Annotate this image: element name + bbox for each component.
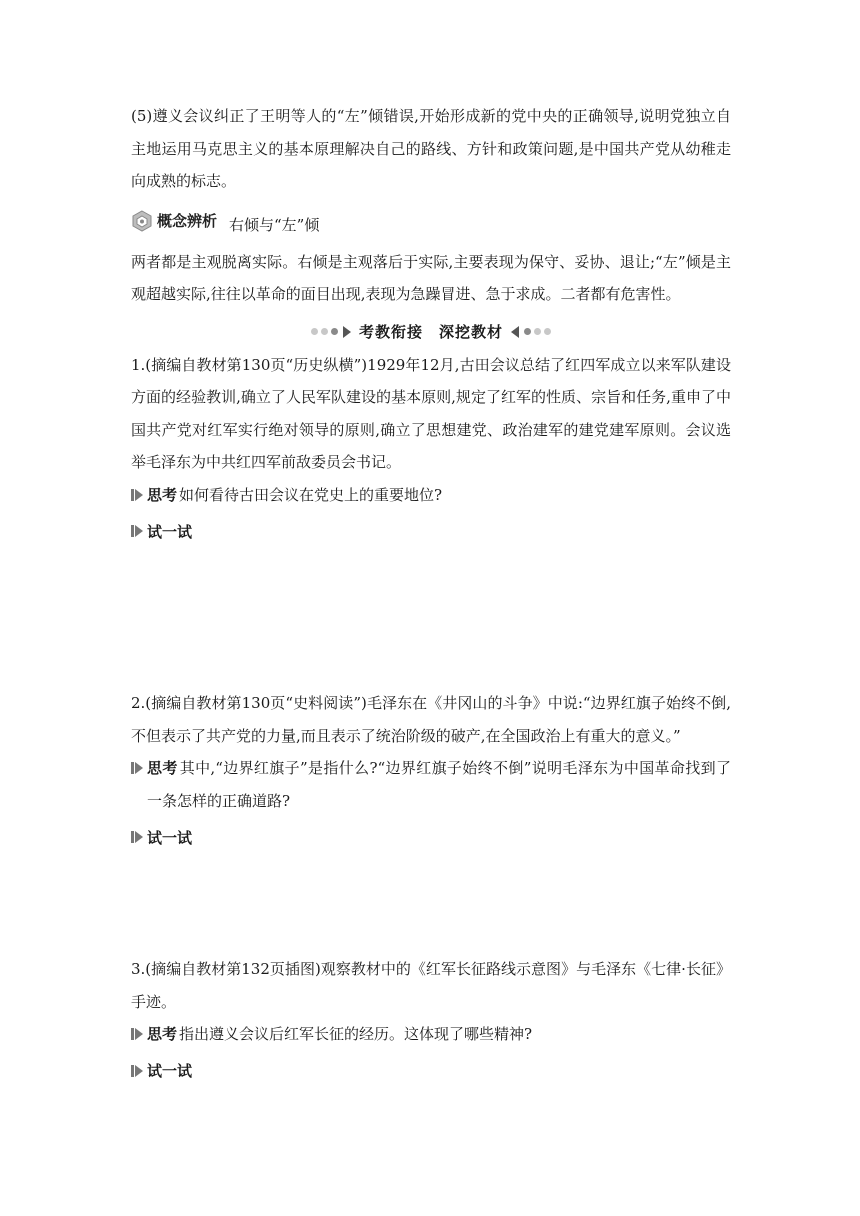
question-text: 3.(摘编自教材第132页插图)观察教材中的《红军长征路线示意图》与毛泽东《七律·长征》手迹。 bbox=[131, 960, 731, 1011]
answer-space bbox=[131, 857, 731, 953]
answer-space bbox=[131, 551, 731, 687]
think-prompt bbox=[131, 752, 731, 817]
think-prompt bbox=[131, 479, 731, 512]
point-5-paragraph: (5)遵义会议纠正了王明等人的“左”倾错误,开始形成新的党中央的正确领导,说明党独立自主地运用马克思主义的基本原理解决自己的路线、方针和政策问题,是中国共产党从幼稚走向成熟的标志。 bbox=[131, 107, 731, 190]
concept-header bbox=[131, 200, 731, 242]
try-label: 试一试 bbox=[147, 1062, 193, 1080]
right-dots-icon bbox=[511, 326, 551, 338]
try-prompt bbox=[131, 1051, 731, 1091]
think-label: 思考 bbox=[147, 759, 178, 777]
think-text: 如何看待古田会议在党史上的重要地位? bbox=[179, 485, 443, 504]
concept-text: 两者都是主观脱离实际。右倾是主观落后于实际,主要表现为保守、妥协、退让;“左”倾是主观超越实际,往往以革命的面目出现,表现为急躁冒进、急于求成。二者都有危害性。 bbox=[131, 252, 731, 303]
left-dots-icon bbox=[311, 326, 351, 338]
concept-badge-label: 概念辨析 bbox=[157, 212, 218, 230]
section-title: 考教衔接 深挖教材 bbox=[358, 323, 503, 341]
concept-icon bbox=[131, 210, 153, 232]
play-marker-icon bbox=[131, 821, 143, 854]
think-prompt bbox=[131, 1018, 731, 1051]
try-prompt bbox=[131, 511, 731, 551]
question-text: 1.(摘编自教材第130页“历史纵横”)1929年12月,古田会议总结了红四军成立以来军队建设方面的经验教训,确立了人民军队建设的基本原则,规定了红军的性质、宗旨和任务,重申了中国共产党对红军实行绝对领导的原则,确立了思想建党、政治建军的建党建军原则。会议选举毛泽东为中共红四军前敌委员会书记。 bbox=[131, 355, 731, 471]
try-label: 试一试 bbox=[147, 522, 193, 541]
play-marker-icon bbox=[131, 1054, 143, 1087]
play-marker-icon bbox=[131, 752, 143, 785]
play-marker-icon bbox=[131, 1018, 143, 1051]
question-1 bbox=[131, 349, 731, 552]
question-2 bbox=[131, 687, 731, 857]
try-prompt bbox=[131, 817, 731, 857]
question-text: 2.(摘编自教材第130页“史料阅读”)毛泽东在《井冈山的斗争》中说:“边界红旗子始终不倒,不但表示了共产党的力量,而且表示了统治阶级的破产,在全国政治上有重大的意义。” bbox=[131, 694, 731, 745]
think-text: 其中,“边界红旗子”是指什么?“边界红旗子始终不倒”说明毛泽东为中国革命找到了一条怎样的正确道路? bbox=[147, 759, 731, 810]
play-marker-icon bbox=[131, 515, 143, 548]
concept-term: 右倾与“左”倾 bbox=[229, 216, 320, 234]
think-text: 指出遵义会议后红军长征的经历。这体现了哪些精神? bbox=[179, 1025, 533, 1043]
section-banner bbox=[131, 317, 731, 347]
question-3 bbox=[131, 953, 731, 1091]
think-body bbox=[147, 752, 731, 817]
concept-badge bbox=[131, 210, 217, 232]
think-label: 思考 bbox=[147, 485, 178, 504]
try-label: 试一试 bbox=[147, 828, 193, 847]
play-marker-icon bbox=[131, 479, 143, 512]
document-page bbox=[131, 100, 731, 1091]
think-label: 思考 bbox=[147, 1025, 178, 1043]
